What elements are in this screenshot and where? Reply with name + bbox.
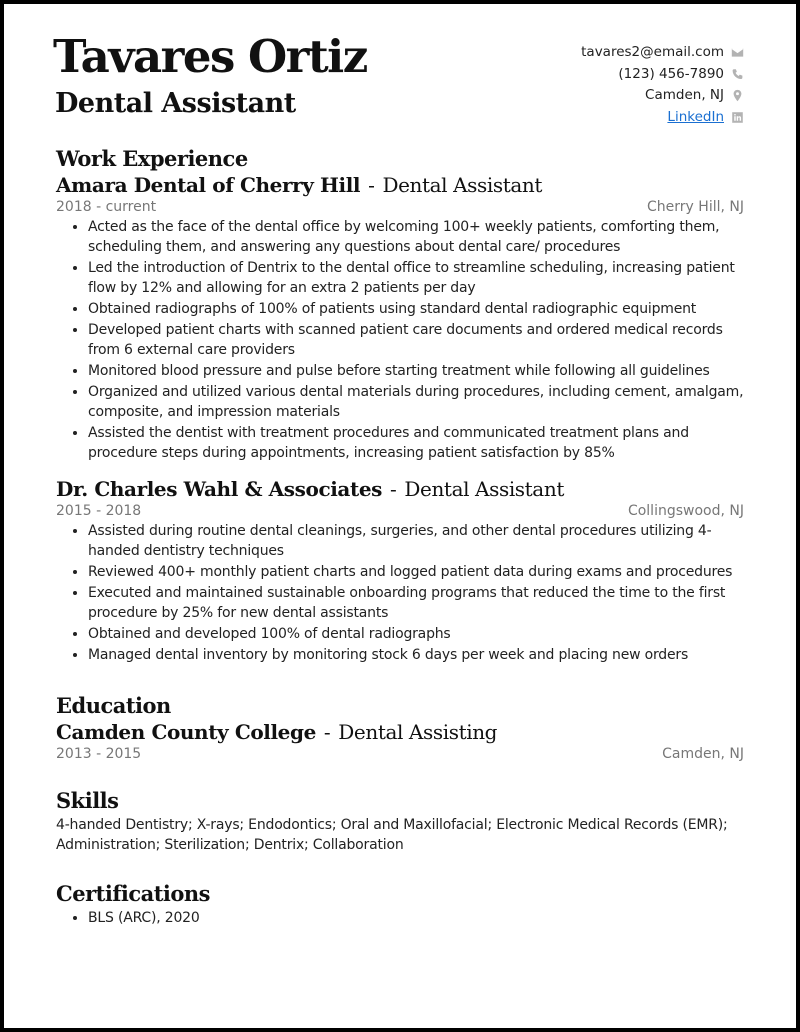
job-separator: - [368,173,375,197]
job-bullet: • Monitored blood pressure and pulse before starting treatment while following all guidelines [88,361,744,381]
resume-body [56,146,744,929]
job-bullet: • Developed patient charts with scanned patient care documents and ordered medical records from 6 external care providers [88,320,744,360]
section-title-skills: Skills [56,788,119,813]
contact-location [581,85,744,107]
education-section [56,693,744,762]
education-meta [56,746,744,762]
job-dates: 2015 - 2018 [56,503,142,519]
certification-item: • BLS (ARC), 2020 [88,908,744,928]
job-bullet: • Reviewed 400+ monthly patient charts and logged patient data during exams and procedures [88,562,744,582]
job-bullet: • Executed and maintained sustainable onboarding programs that reduced the time to the first procedure by 25% for new dental assistants [88,583,744,623]
education-program: Dental Assisting [338,720,498,744]
certification-list [56,908,744,928]
job-bullet: • Assisted during routine dental cleanings, surgeries, and other dental procedures utilizing 4-handed dentistry techniques [88,521,744,561]
linkedin-icon [730,110,744,124]
skills-list: 4-handed Dentistry; X-rays; Endodontics; Oral and Maxillofacial; Electronic Medical Records (EMR); Administration; Sterilization; Dentrix; Collaboration [56,817,728,853]
candidate-title: Dental Assistant [55,88,296,119]
job-bullet: • Assisted the dentist with treatment procedures and communicated treatment plans and procedure steps during appointments, increasing patient satisfaction by 85% [88,423,744,463]
job-entry [56,477,744,665]
envelope-icon [730,46,744,60]
linkedin-link[interactable]: LinkedIn [667,108,724,125]
job-bullets [56,217,744,463]
location-text: Camden, NJ [645,87,724,103]
section-title-education: Education [56,693,171,718]
job-bullet: • Obtained radiographs of 100% of patients using standard dental radiographic equipment [88,299,744,319]
job-company: Amara Dental of Cherry Hill [56,173,361,197]
job-location: Collingswood, NJ [627,503,744,519]
job-bullet: • Organized and utilized various dental materials during procedures, including cement, amalgam, composite, and impression materials [88,382,744,422]
phone-icon [730,67,744,81]
job-company: Dr. Charles Wahl & Associates [56,477,383,501]
job-location: Cherry Hill, NJ [647,199,744,215]
section-title-work: Work Experience [56,146,248,171]
job-heading [56,173,744,197]
map-pin-icon [730,89,744,103]
contact-email [581,42,744,64]
job-separator: - [390,477,397,501]
contact-block [581,42,744,128]
candidate-name: Tavares Ortiz [53,30,367,83]
skills-section [56,788,744,855]
section-title-certifications: Certifications [56,881,210,906]
certifications-section [56,881,744,928]
job-entry [56,173,744,463]
phone-text: (123) 456-7890 [618,65,724,82]
job-role: Dental Assistant [382,173,543,197]
education-separator: - [323,720,331,744]
education-dates: 2013 - 2015 [56,746,142,762]
contact-phone [581,64,744,86]
education-heading [56,720,744,744]
job-bullets [56,521,744,665]
job-meta [56,503,744,519]
job-role: Dental Assistant [404,477,564,501]
job-bullet: • Obtained and developed 100% of dental radiographs [88,624,744,644]
education-location: Camden, NJ [662,746,744,762]
work-experience-section [56,146,744,665]
job-bullet: • Acted as the face of the dental office by welcoming 100+ weekly patients, comforting them, scheduling them, and answering any questions about dental care/ procedures [88,217,744,257]
job-bullet: • Led the introduction of Dentrix to the dental office to streamline scheduling, increasing patient flow by 12% and allowing for an extra 2 patients per day [88,258,744,298]
education-school: Camden County College [56,720,316,744]
email-text: tavares2@email.com [581,44,724,60]
job-dates: 2018 - current [56,199,157,215]
contact-linkedin [581,107,744,129]
job-heading [56,477,744,501]
job-bullet: • Managed dental inventory by monitoring stock 6 days per week and placing new orders [88,645,744,665]
job-meta [56,199,744,215]
